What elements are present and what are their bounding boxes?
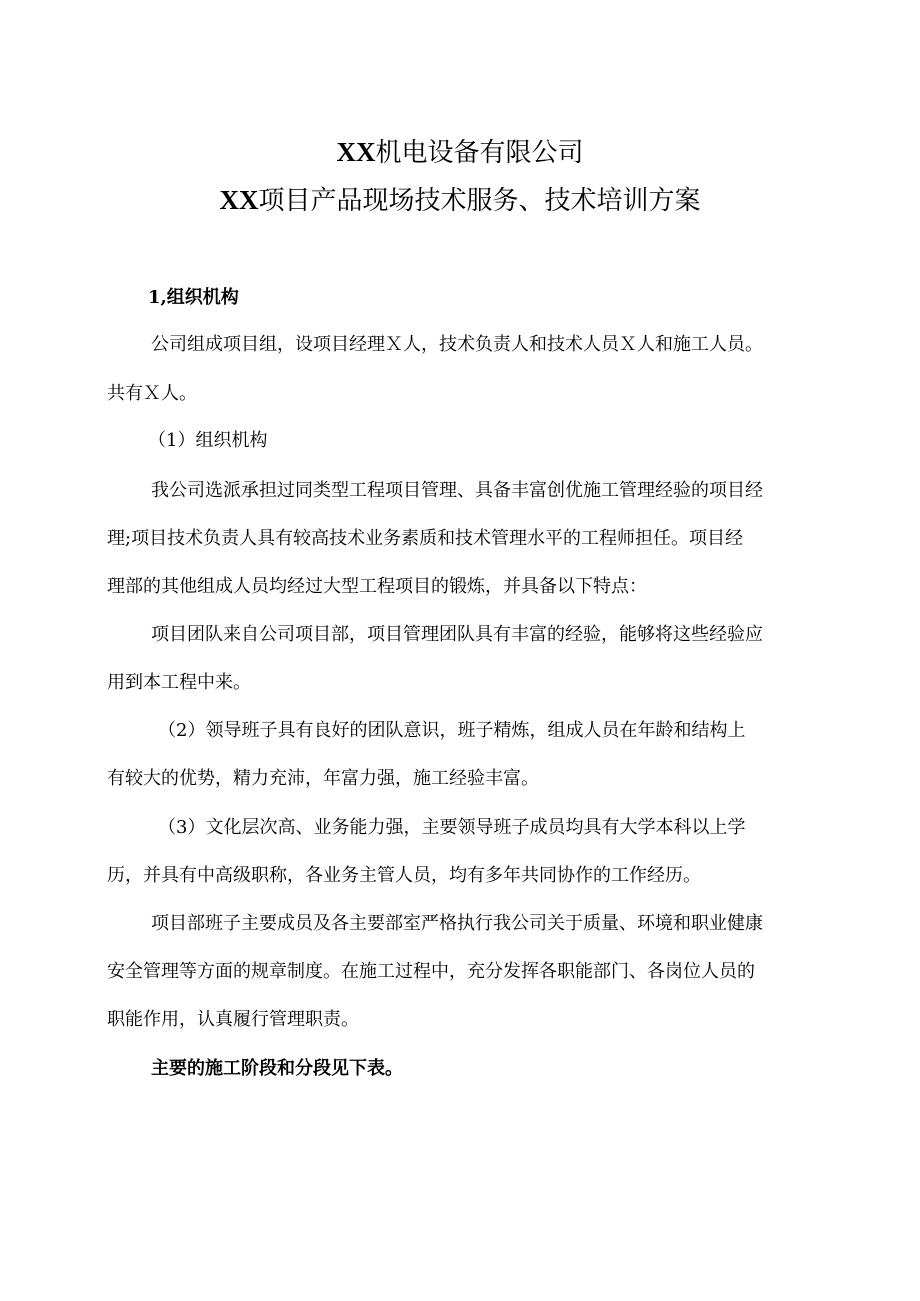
title-company-prefix: XX	[336, 137, 376, 167]
title-plan-prefix: XX	[219, 185, 259, 215]
subheading-line: （1）组织机构	[148, 430, 268, 451]
paragraph-line: 理;项目技术负责人具有较高技术业务素质和技术管理水平的工程师担任。项目经	[107, 528, 744, 549]
paragraph-line: 项目部班子主要成员及各主要部室严格执行我公司关于质量、环境和职业健康	[151, 913, 763, 934]
paragraph-line: 理部的其他组成人员均经过大型工程项目的锻炼，并具备以下特点：	[107, 576, 647, 597]
paragraph-line: 安全管理等方面的规章制度。在施工过程中，充分发挥各职能部门、各岗位人员的	[107, 961, 755, 982]
paragraph-line: 历，并具有中高级职称，各业务主管人员，均有多年共同协作的工作经历。	[107, 865, 701, 886]
paragraph-line: 我公司选派承担过同类型工程项目管理、具备丰富创优施工管理经验的项目经	[151, 480, 763, 501]
paragraph-line: 共有Ｘ人。	[107, 383, 197, 404]
paragraph-line: （3）文化层次高、业务能力强，主要领导班子成员均具有大学本科以上学	[158, 817, 746, 838]
section-heading: 1,组织机构	[148, 287, 239, 308]
paragraph-line: 有较大的优势，精力充沛，年富力强，施工经验丰富。	[107, 768, 539, 789]
document-title-plan	[0, 183, 920, 218]
table-intro-line: 主要的施工阶段和分段见下表。	[151, 1058, 403, 1079]
paragraph-line: 公司组成项目组，设项目经理Ｘ人，技术负责人和技术人员Ｘ人和施工人员。	[151, 334, 763, 355]
title-company-text: 机电设备有限公司	[375, 138, 584, 168]
title-plan-text: 项目产品现场技术服务、技术培训方案	[258, 186, 701, 216]
paragraph-line: 项目团队来自公司项目部，项目管理团队具有丰富的经验，能够将这些经验应	[151, 624, 763, 645]
paragraph-line: 用到本工程中来。	[107, 672, 251, 693]
paragraph-line: 职能作用，认真履行管理职责。	[107, 1009, 359, 1030]
paragraph-line: （2）领导班子具有良好的团队意识，班子精炼，组成人员在年龄和结构上	[158, 720, 746, 741]
document-title-company	[0, 135, 920, 170]
